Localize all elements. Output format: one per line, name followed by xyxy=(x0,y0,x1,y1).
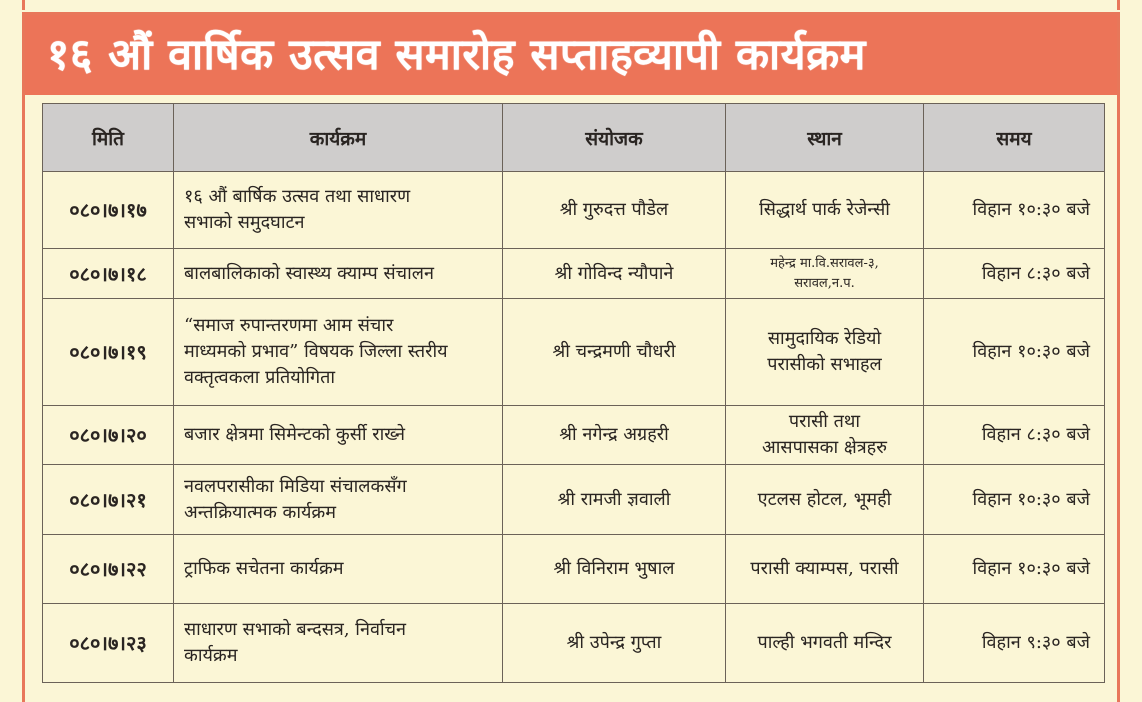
venue-line: परासीको सभाहल xyxy=(767,354,882,375)
program-line: माध्यमको प्रभाव” विषयक जिल्ला स्तरीय xyxy=(184,341,448,362)
row-time: विहान ९:३० बजे xyxy=(924,604,1105,683)
header-program: कार्यक्रम xyxy=(174,104,503,172)
schedule-table xyxy=(42,103,1105,683)
row-time: विहान १०:३० बजे xyxy=(924,535,1105,604)
venue-line: महेन्द्र मा.वि.सरावल-३, xyxy=(770,255,879,271)
row-program xyxy=(174,604,503,683)
venue-line: एटलस होटल, भूमही xyxy=(757,488,892,510)
program-line: अन्तक्रियात्मक कार्यक्रम xyxy=(184,501,337,523)
row-date: ०८०।७।१८ xyxy=(43,249,174,299)
row-date: ०८०।७।२१ xyxy=(43,465,174,535)
row-coordinator: श्री विनिराम भुषाल xyxy=(503,535,726,604)
program-line: कार्यक्रम xyxy=(184,645,238,666)
header-time: समय xyxy=(924,104,1105,172)
header-coordinator: संयोजक xyxy=(503,104,726,172)
row-date: ०८०।७।१७ xyxy=(43,172,174,249)
row-coordinator: श्री नगेन्द्र अग्रहरी xyxy=(503,406,726,465)
program-line: बजार क्षेत्रमा सिमेन्टको कुर्सी राख्ने xyxy=(184,424,405,445)
row-time: विहान ८:३० बजे xyxy=(924,249,1105,299)
table-header-row xyxy=(43,104,1105,172)
program-line: नवलपरासीका मिडिया संचालकसँग xyxy=(184,475,407,497)
row-date: ०८०।७।२२ xyxy=(43,535,174,604)
row-date: ०८०।७।२० xyxy=(43,406,174,465)
table-row xyxy=(43,465,1105,535)
table-row xyxy=(43,604,1105,683)
row-program xyxy=(174,465,503,535)
row-date: ०८०।७।२३ xyxy=(43,604,174,683)
table-row xyxy=(43,249,1105,299)
venue-line: पाल्ही भगवती मन्दिर xyxy=(757,632,892,653)
page-title: १६ औं वार्षिक उत्सव समारोह सप्ताहव्यापी कार्यक्रम xyxy=(25,15,1117,95)
header-date: मिति xyxy=(43,104,174,172)
venue-line: परासी तथा xyxy=(788,411,861,432)
row-program xyxy=(174,249,503,299)
row-venue xyxy=(726,535,924,604)
program-line: साधारण सभाको बन्दसत्र, निर्वाचन xyxy=(184,619,407,640)
program-line: वक्तृत्वकला प्रतियोगिता xyxy=(184,367,336,388)
row-venue xyxy=(726,299,924,406)
row-coordinator: श्री उपेन्द्र गुप्ता xyxy=(503,604,726,683)
table-row xyxy=(43,406,1105,465)
row-venue xyxy=(726,172,924,249)
program-line: ट्राफिक सचेतना कार्यक्रम xyxy=(184,558,344,579)
row-program xyxy=(174,406,503,465)
program-line: १६ औं बार्षिक उत्सव तथा साधारण xyxy=(184,186,411,207)
row-time: विहान ८:३० बजे xyxy=(924,406,1105,465)
row-date: ०८०।७।१९ xyxy=(43,299,174,406)
row-time: विहान १०:३० बजे xyxy=(924,172,1105,249)
row-program xyxy=(174,535,503,604)
header-venue: स्थान xyxy=(726,104,924,172)
row-venue xyxy=(726,249,924,299)
row-coordinator: श्री गुरुदत्त पौडेल xyxy=(503,172,726,249)
program-line: “समाज रुपान्तरणमा आम संचार xyxy=(184,315,394,336)
row-coordinator: श्री चन्द्रमणी चौधरी xyxy=(503,299,726,406)
venue-line: आसपासका क्षेत्रहरु xyxy=(762,437,887,458)
schedule-table-wrapper xyxy=(42,103,1104,683)
row-coordinator: श्री रामजी ज्ञवाली xyxy=(503,465,726,535)
table-row xyxy=(43,172,1105,249)
row-time: विहान १०:३० बजे xyxy=(924,299,1105,406)
row-time: विहान १०:३० बजे xyxy=(924,465,1105,535)
row-venue xyxy=(726,604,924,683)
row-coordinator: श्री गोविन्द न्यौपाने xyxy=(503,249,726,299)
row-program xyxy=(174,299,503,406)
poster-frame xyxy=(22,12,1120,702)
row-venue xyxy=(726,465,924,535)
venue-line: सामुदायिक रेडियो xyxy=(767,328,882,349)
top-border-strip xyxy=(22,0,1120,10)
venue-line: परासी क्याम्पस, परासी xyxy=(750,558,899,579)
table-row xyxy=(43,535,1105,604)
table-row xyxy=(43,299,1105,406)
row-program xyxy=(174,172,503,249)
venue-line: सरावल,न.प. xyxy=(794,275,855,291)
row-venue xyxy=(726,406,924,465)
program-line: सभाको समुदघाटन xyxy=(184,212,305,233)
program-line: बालबालिकाको स्वास्थ्य क्याम्प संचालन xyxy=(184,262,434,284)
venue-line: सिद्धार्थ पार्क रेजेन्सी xyxy=(759,199,890,220)
